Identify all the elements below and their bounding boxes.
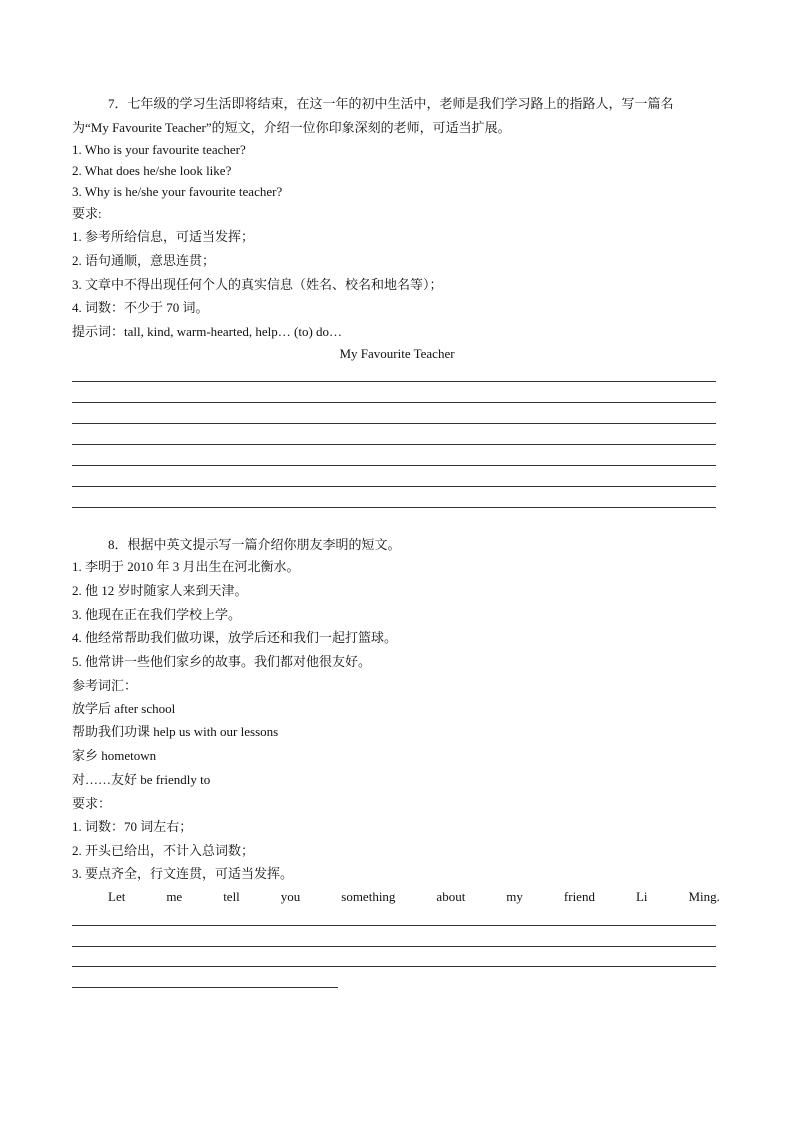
- q8-vocab-2: 帮助我们功课 help us with our lessons: [72, 724, 279, 739]
- q7-writing-line[interactable]: [72, 381, 716, 382]
- q8-writing-line[interactable]: [72, 925, 716, 926]
- q7-question-3: 3. Why is he/she your favourite teacher?: [72, 184, 283, 199]
- q7-writing-line[interactable]: [72, 444, 716, 445]
- q8-requirement-3: 3. 要点齐全，行文连贯，可适当发挥。: [72, 866, 294, 881]
- q8-point-5: 5. 他常讲一些他们家乡的故事。我们都对他很友好。: [72, 654, 372, 669]
- opening-word: Let: [108, 889, 126, 904]
- opening-word: something: [341, 889, 396, 904]
- q7-writing-line[interactable]: [72, 507, 716, 508]
- opening-word: friend: [563, 889, 595, 904]
- q7-hint: 提示词：tall, kind, warm-hearted, help… (to) do…: [72, 324, 343, 339]
- q8-intro: 8．根据中英文提示写一篇介绍你朋友李明的短文。: [108, 537, 401, 552]
- q7-writing-line[interactable]: [72, 486, 716, 487]
- q7-question-1: 1. Who is your favourite teacher?: [72, 142, 246, 157]
- q7-requirement-3: 3. 文章中不得出现任何个人的真实信息（姓名、校名和地名等）；: [72, 277, 443, 292]
- q8-writing-line-short[interactable]: [72, 987, 338, 988]
- opening-word: about: [436, 889, 466, 904]
- q8-writing-line[interactable]: [72, 946, 716, 947]
- opening-word: you: [280, 889, 301, 904]
- q8-requirements-label: 要求：: [72, 796, 112, 811]
- q7-requirement-4: 4. 词数：不少于 70 词。: [72, 300, 209, 315]
- q8-vocab-1: 放学后 after school: [72, 701, 176, 716]
- q8-point-1: 1. 李明于 2010 年 3 月出生在河北衡水。: [72, 559, 300, 574]
- q7-writing-line[interactable]: [72, 423, 716, 424]
- q7-requirement-1: 1. 参考所给信息，可适当发挥；: [72, 229, 255, 244]
- q8-point-2: 2. 他 12 岁时随家人来到天津。: [72, 583, 248, 598]
- opening-word: me: [166, 889, 183, 904]
- q7-requirement-2: 2. 语句通顺，意思连贯；: [72, 253, 216, 268]
- opening-word: tell: [223, 889, 240, 904]
- q8-vocab-label: 参考词汇：: [72, 678, 138, 693]
- q8-point-3: 3. 他现在正在我们学校上学。: [72, 607, 242, 622]
- q8-opening-sentence: [108, 888, 720, 906]
- q8-vocab-4: 对……友好 be friendly to: [72, 772, 211, 787]
- q7-intro-line2: 为“My Favourite Teacher”的短文，介绍一位你印象深刻的老师，可适当扩展。: [72, 120, 511, 135]
- q7-writing-line[interactable]: [72, 465, 716, 466]
- q7-essay-title: My Favourite Teacher: [339, 346, 455, 361]
- opening-word: my: [506, 889, 523, 904]
- q7-writing-line[interactable]: [72, 402, 716, 403]
- q8-writing-line[interactable]: [72, 966, 716, 967]
- q8-requirement-1: 1. 词数：70 词左右；: [72, 819, 193, 834]
- q7-requirements-label: 要求:: [72, 206, 102, 221]
- q8-point-4: 4. 他经常帮助我们做功课，放学后还和我们一起打篮球。: [72, 630, 398, 645]
- q7-question-2: 2. What does he/she look like?: [72, 163, 232, 178]
- opening-word: Li: [635, 889, 648, 904]
- q8-requirement-2: 2. 开头已给出，不计入总词数；: [72, 843, 255, 858]
- q7-intro-line1: 7．七年级的学习生活即将结束，在这一年的初中生活中，老师是我们学习路上的指路人，写一篇名: [108, 96, 674, 111]
- q8-vocab-3: 家乡 hometown: [72, 748, 157, 763]
- opening-word: Ming.: [688, 889, 720, 904]
